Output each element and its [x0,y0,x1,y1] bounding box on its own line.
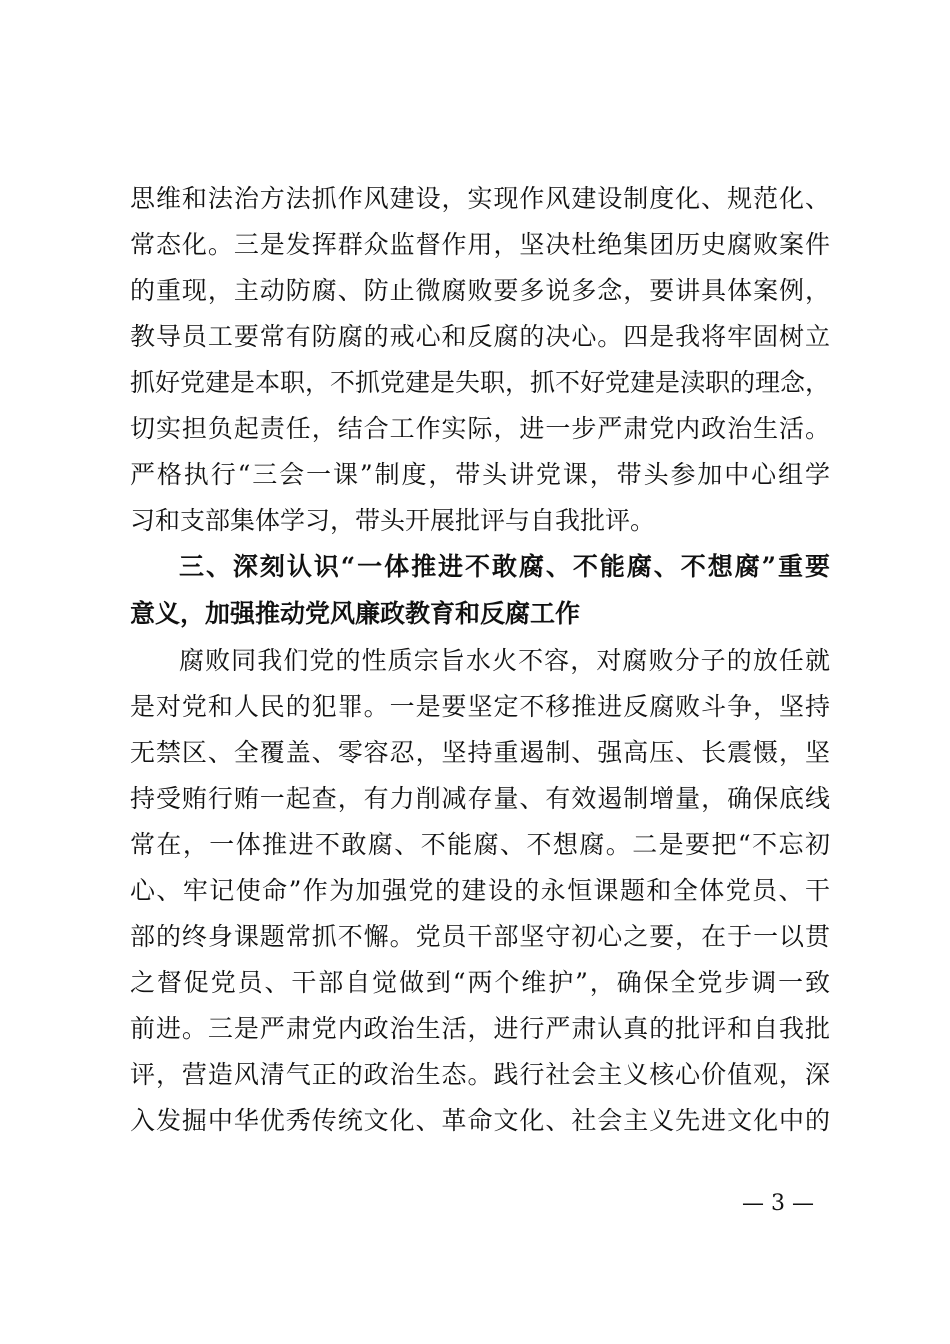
text-line: 前进。三是严肃党内政治生活，进行严肃认真的批评和自我批 [130,1014,830,1043]
text-line: 教导员工要常有防腐的戒心和反腐的决心。四是我将牢固树立 [130,322,830,351]
page-number: — 3 — [742,1191,814,1216]
text-line: 思维和法治方法抓作风建设，实现作风建设制度化、规范化、 [130,184,830,213]
text-line: 部的终身课题常抓不懈。党员干部坚守初心之要，在于一以贯 [130,922,830,951]
text-line: 无禁区、全覆盖、零容忍，坚持重遏制、强高压、长震慑，坚 [130,738,830,767]
text-line: 切实担负起责任，结合工作实际，进一步严肃党内政治生活。 [130,414,830,443]
text-line: 严格执行“三会一课”制度，带头讲党课，带头参加中心组学 [130,460,830,489]
text-line: 评，营造风清气正的政治生态。践行社会主义核心价值观，深 [130,1060,830,1089]
text-line: 常在，一体推进不敢腐、不能腐、不想腐。二是要把“不忘初 [130,830,830,859]
text-line: 常态化。三是发挥群众监督作用，坚决杜绝集团历史腐败案件 [130,230,830,259]
section-heading-line: 意义，加强推动党风廉政教育和反腐工作 [130,599,581,628]
text-line: 入发掘中华优秀传统文化、革命文化、社会主义先进文化中的 [130,1106,830,1135]
text-line: 抓好党建是本职，不抓党建是失职，抓不好党建是渎职的理念， [130,368,831,397]
text-line: 之督促党员、干部自觉做到“两个维护”，确保全党步调一致 [130,968,830,997]
text-line: 持受贿行贿一起查，有力削减存量、有效遏制增量，确保底线 [130,784,830,813]
text-line: 腐败同我们党的性质宗旨水火不容，对腐败分子的放任就 [179,646,830,675]
section-heading-line: 三、深刻认识“一体推进不敢腐、不能腐、不想腐”重要 [179,552,830,581]
text-line: 是对党和人民的犯罪。一是要坚定不移推进反腐败斗争，坚持 [130,692,830,721]
text-line: 心、牢记使命”作为加强党的建设的永恒课题和全体党员、干 [130,876,830,905]
text-line: 的重现，主动防腐、防止微腐败要多说多念，要讲具体案例， [130,276,830,305]
text-line: 习和支部集体学习，带头开展批评与自我批评。 [130,506,656,535]
